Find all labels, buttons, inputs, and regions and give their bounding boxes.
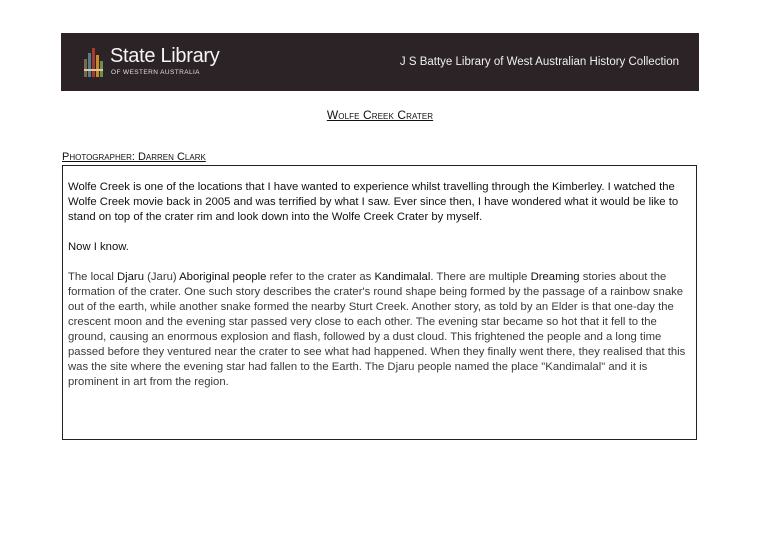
dreaming-link: Dreaming: [530, 271, 580, 283]
header-banner: [61, 33, 699, 91]
story-text-run: stories about the formation of the crater. One such story describes the crater's round shape being formed by the passage of a rainbow snake out of the earth, while another snake formed the nearby Sturt Creek. Another story, as told by an Elder is that one-day the crescent moon and the evening star passed very close to each other. The evening star became so hot that it fell to the ground, causing an enormous explosion and flash, followed by a dust cloud. This frightened the people and a long time passed before they ventured near the crater to see what had happened. When they finally went there, they realised that this was the site where the evening star had fallen to the Earth. The Djaru people named the place "Kandimalal" and it is prominent in art from the region.: [68, 271, 686, 388]
story-text-run: refer to the crater as: [266, 271, 375, 283]
story-text-run: . There are multiple: [430, 271, 531, 283]
book-spines-icon: [83, 45, 107, 79]
logo-title: State Library: [110, 45, 220, 67]
djaru-link: Djaru: [116, 271, 144, 283]
story-paragraph-2: Now I know.: [68, 241, 129, 253]
state-library-logo[interactable]: [83, 41, 223, 83]
story-text-run: (Jaru): [143, 271, 180, 283]
story-paragraph-3: [68, 270, 694, 390]
story-text-run: The local: [68, 271, 117, 283]
kandimalal-link: Kandimalal: [374, 271, 431, 283]
document-title: Wolfe Creek Crater: [326, 108, 434, 122]
logo-subtitle: OF WESTERN AUSTRALIA: [111, 69, 200, 76]
story-box: [62, 165, 697, 440]
story-paragraph-1: Wolfe Creek is one of the locations that I have wanted to experience whilst travelling through the Kimberley. I watched the Wolfe Creek movie back in 2005 and was terrified by what I saw. Ever since then, I have wondered what it would be like to stand on top of the crater rim and look down into the Wolfe Creek Crater by myself.: [68, 181, 679, 223]
photographer-credit: Photographer: Darren Clark: [62, 151, 206, 163]
collection-title: J S Battye Library of West Australian History Collection: [399, 56, 679, 68]
aboriginal-people-link: Aboriginal people: [179, 271, 267, 283]
story-text: [68, 180, 694, 405]
